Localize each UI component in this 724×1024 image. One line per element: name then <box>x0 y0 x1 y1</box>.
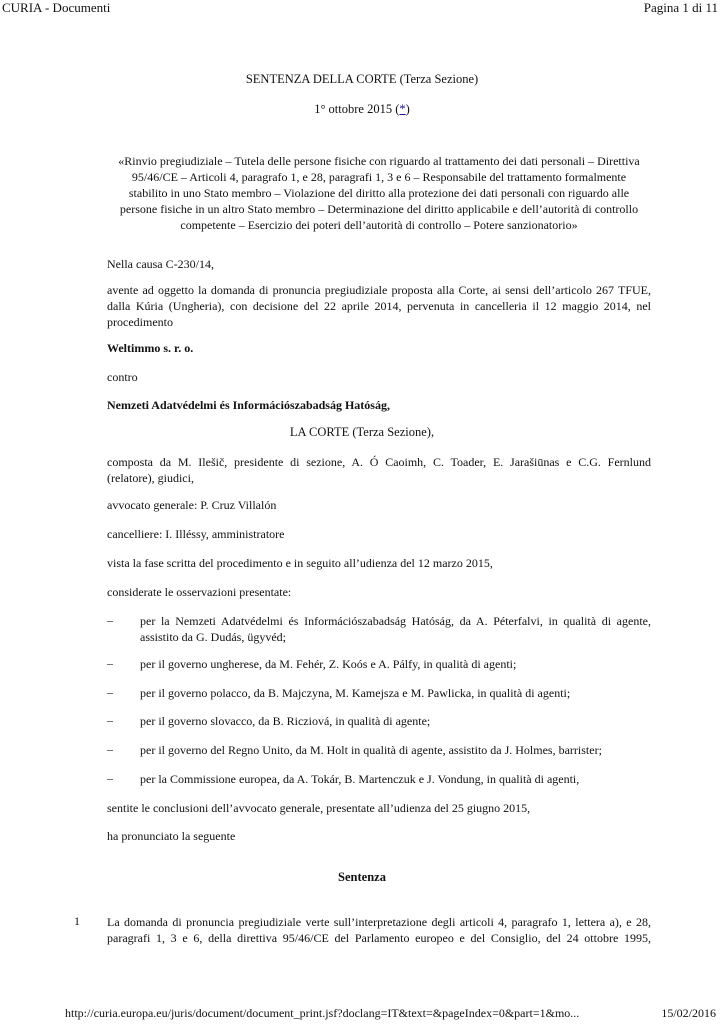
contro-text: contro <box>107 370 138 384</box>
footer-date: 15/02/2016 <box>661 1006 716 1020</box>
paragraph-number: 1 <box>74 914 80 928</box>
conclusions-text: sentite le conclusioni dell’avvocato generale, presentate all’udienza del 25 giugno 2015, <box>107 801 531 815</box>
party-applicant: Weltimmo s. r. o. <box>107 341 194 355</box>
subject-line: competente – Esercizio dei poteri dell’autorità di controllo – Potere sanzionatorio» <box>180 218 578 232</box>
footnote-link[interactable]: * <box>399 102 406 116</box>
reference-object <box>107 282 651 330</box>
text-line: (relatore), giudici, <box>107 471 194 485</box>
list-item: per il governo ungherese, da M. Fehér, Z. Koós e A. Pálfy, in qualità di agenti; <box>140 657 517 671</box>
judgment-date <box>0 102 724 117</box>
text-line: assistito da G. Dudás, ügyvéd; <box>140 630 286 644</box>
text-line: per la Nemzeti Adatvédelmi és Információszabadság Hatóság, da A. Péterfalvi, in qualità di agente, <box>140 614 651 628</box>
subject-line: stabilito in uno Stato membro – Violazione del diritto alla protezione dei dati personali con riguardo alle <box>128 186 630 200</box>
text-line: composta da M. Ilešič, presidente di sezione, A. Ó Caoimh, C. Toader, E. Jarašiūnas e C.G. Fernlund <box>107 455 651 469</box>
advocate-general: avvocato generale: P. Cruz Villalón <box>107 498 277 512</box>
text-line: paragrafi 1, 3 e 6, della direttiva 95/46/CE del Parlamento europeo e del Consiglio, del 24 ottobre 1995, <box>107 931 651 945</box>
list-item: per il governo del Regno Unito, da M. Holt in qualità di agente, assistito da J. Holmes, barrister; <box>140 743 602 757</box>
subject-line: «Rinvio pregiudiziale – Tutela delle persone fisiche con riguardo al trattamento dei dati personali – Direttiva <box>118 154 640 168</box>
dash-bullet: – <box>107 742 113 756</box>
dash-bullet: – <box>107 656 113 670</box>
dash-bullet: – <box>107 613 113 627</box>
list-item: per la Commissione europea, da A. Tokár, B. Martenczuk e J. Vondung, in qualità di agenti, <box>140 772 580 786</box>
dash-bullet: – <box>107 713 113 727</box>
date-close: ) <box>405 102 410 116</box>
pronounced-text: ha pronunciato la seguente <box>107 829 236 843</box>
footer-url: http://curia.europa.eu/juris/document/document_print.jsf?doclang=IT&text=&pageIndex=0&part=1&mo... <box>65 1006 580 1020</box>
subject-line: 95/46/CE – Articoli 4, paragrafo 1, e 28, paragrafi 1, 3 e 6 – Responsabile del trattamento formalmente <box>131 170 627 184</box>
paragraph-1 <box>107 914 651 946</box>
dash-bullet: – <box>107 771 113 785</box>
text-line: La domanda di pronuncia pregiudiziale verte sull’interpretazione degli articoli 4, paragrafo 1, lettera a), e 28, <box>107 915 651 929</box>
browser-header-title: CURIA - Documenti <box>2 0 111 15</box>
court-composition <box>107 454 651 486</box>
list-item: per il governo slovacco, da B. Ricziová, in qualità di agente; <box>140 714 431 728</box>
list-item: per il governo polacco, da B. Majczyna, M. Kamejsza e M. Pawlicka, in qualità di agenti; <box>140 686 571 700</box>
judgment-heading: Sentenza <box>338 870 386 884</box>
page-counter: Pagina 1 di 11 <box>643 0 718 15</box>
text-line: dalla Kúria (Ungheria), con decisione del 22 aprile 2014, pervenuta in cancelleria il 12 maggio 2014, nel <box>107 299 651 313</box>
procedure-text: vista la fase scritta del procedimento e in seguito all’udienza del 12 marzo 2015, <box>107 556 493 570</box>
dash-bullet: – <box>107 685 113 699</box>
subject-line: persone fisiche in un altro Stato membro – Determinazione del diritto applicabile e dell’autorità di controllo <box>119 202 639 216</box>
registrar: cancelliere: I. Illéssy, amministratore <box>107 527 285 541</box>
party-defendant: Nemzeti Adatvédelmi és Információszabadság Hatóság, <box>107 398 390 412</box>
date-text: 1° ottobre 2015 ( <box>314 102 400 116</box>
judgment-title: SENTENZA DELLA CORTE (Terza Sezione) <box>245 72 479 86</box>
case-number: Nella causa C‑230/14, <box>107 257 214 271</box>
list-item <box>140 613 651 645</box>
observations-intro: considerate le osservazioni presentate: <box>107 585 292 599</box>
text-line: procedimento <box>107 315 173 329</box>
subject-block <box>108 153 650 233</box>
court-heading: LA CORTE (Terza Sezione), <box>289 425 435 439</box>
text-line: avente ad oggetto la domanda di pronuncia pregiudiziale proposta alla Corte, ai sensi dell’articolo 267 TFUE, <box>107 283 651 297</box>
